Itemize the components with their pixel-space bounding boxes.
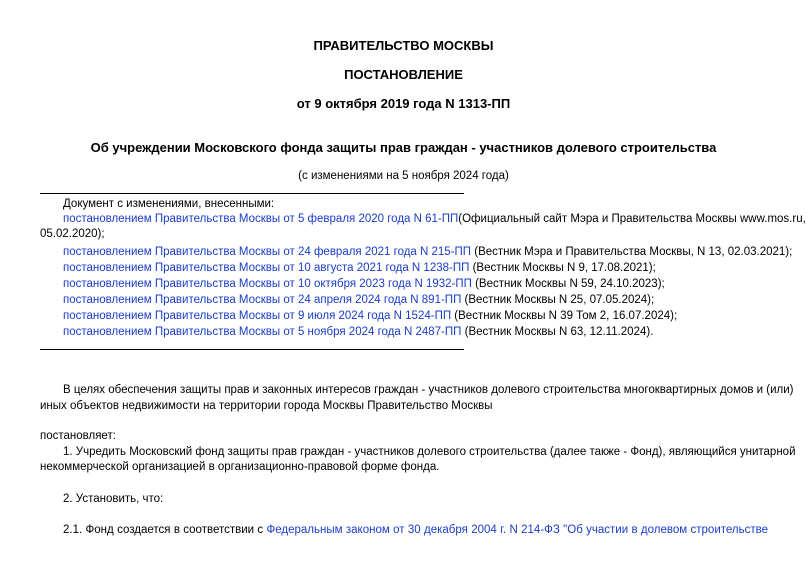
divider-bottom <box>40 349 464 350</box>
change-item <box>63 325 768 340</box>
change-item <box>63 277 768 292</box>
change-link[interactable]: постановлением Правительства Москвы от 24 апреля 2024 года N 891-ПП <box>63 294 462 306</box>
amendment-status: (с изменениями на 5 ноября 2024 года) <box>298 170 509 182</box>
change-item <box>63 212 806 227</box>
document-type: ПОСТАНОВЛЕНИЕ <box>344 67 463 82</box>
change-item <box>63 261 768 276</box>
change-source: (Вестник Москвы N 59, 24.10.2023); <box>471 278 665 290</box>
document-title: Об учреждении Московского фонда защиты прав граждан - участников долевого строительства <box>90 140 717 155</box>
change-link[interactable]: постановлением Правительства Москвы от 10 октября 2023 года N 1932-ПП <box>63 278 472 290</box>
document-date-number: от 9 октября 2019 года N 1313-ПП <box>296 96 511 111</box>
federal-law-link[interactable]: Федеральным законом от 30 декабря 2004 г. N 214-ФЗ "Об участии в долевом строительстве <box>266 524 768 536</box>
clause-2-1-text: 2.1. Фонд создается в соответствии с <box>63 524 267 536</box>
clause-1-line-1: 1. Учредить Московский фонд защиты прав граждан - участников долевого строительства (далее также - Фонд), являющийся унитарной <box>63 446 796 458</box>
clause-2-1 <box>63 523 768 538</box>
changes-intro: Документ с изменениями, внесенными: <box>63 198 275 210</box>
clause-1-line-2: некоммерческой организацией в организационно-правовой форме фонда. <box>40 461 440 473</box>
change-link[interactable]: постановлением Правительства Москвы от 5 февраля 2020 года N 61-ПП <box>63 213 459 225</box>
government-name: ПРАВИТЕЛЬСТВО МОСКВЫ <box>313 38 494 53</box>
change-source: (Вестник Москвы N 25, 07.05.2024); <box>461 294 655 306</box>
change-item <box>63 309 768 324</box>
preamble-line-1: В целях обеспечения защиты прав и законных интересов граждан - участников долевого строительства многоквартирных домов и (или) <box>63 384 794 396</box>
change-source: (Официальный сайт Мэра и Правительства Москвы www.mos.ru, <box>458 213 806 225</box>
change-source: (Вестник Москвы N 39 Том 2, 16.07.2024); <box>451 310 678 322</box>
preamble-line-2: иных объектов недвижимости на территории города Москвы Правительство Москвы <box>40 400 493 412</box>
change-item <box>63 245 793 260</box>
change-source: (Вестник Мэра и Правительства Москвы, N 13, 02.03.2021); <box>471 246 793 258</box>
change-source: (Вестник Москвы N 9, 17.08.2021); <box>469 262 656 274</box>
change-link[interactable]: постановлением Правительства Москвы от 24 февраля 2021 года N 215-ПП <box>63 246 472 258</box>
change-link[interactable]: постановлением Правительства Москвы от 9 июля 2024 года N 1524-ПП <box>63 310 452 322</box>
clause-2: 2. Установить, что: <box>63 493 164 505</box>
change-link[interactable]: постановлением Правительства Москвы от 10 августа 2021 года N 1238-ПП <box>63 262 470 274</box>
change-source: (Вестник Москвы N 63, 12.11.2024). <box>461 326 654 338</box>
change-link[interactable]: постановлением Правительства Москвы от 5 ноября 2024 года N 2487-ПП <box>63 326 462 338</box>
change-item-continuation: 05.02.2020); <box>40 228 105 240</box>
change-item <box>63 293 768 308</box>
divider-top <box>40 193 464 194</box>
resolves-label: постановляет: <box>40 430 116 442</box>
